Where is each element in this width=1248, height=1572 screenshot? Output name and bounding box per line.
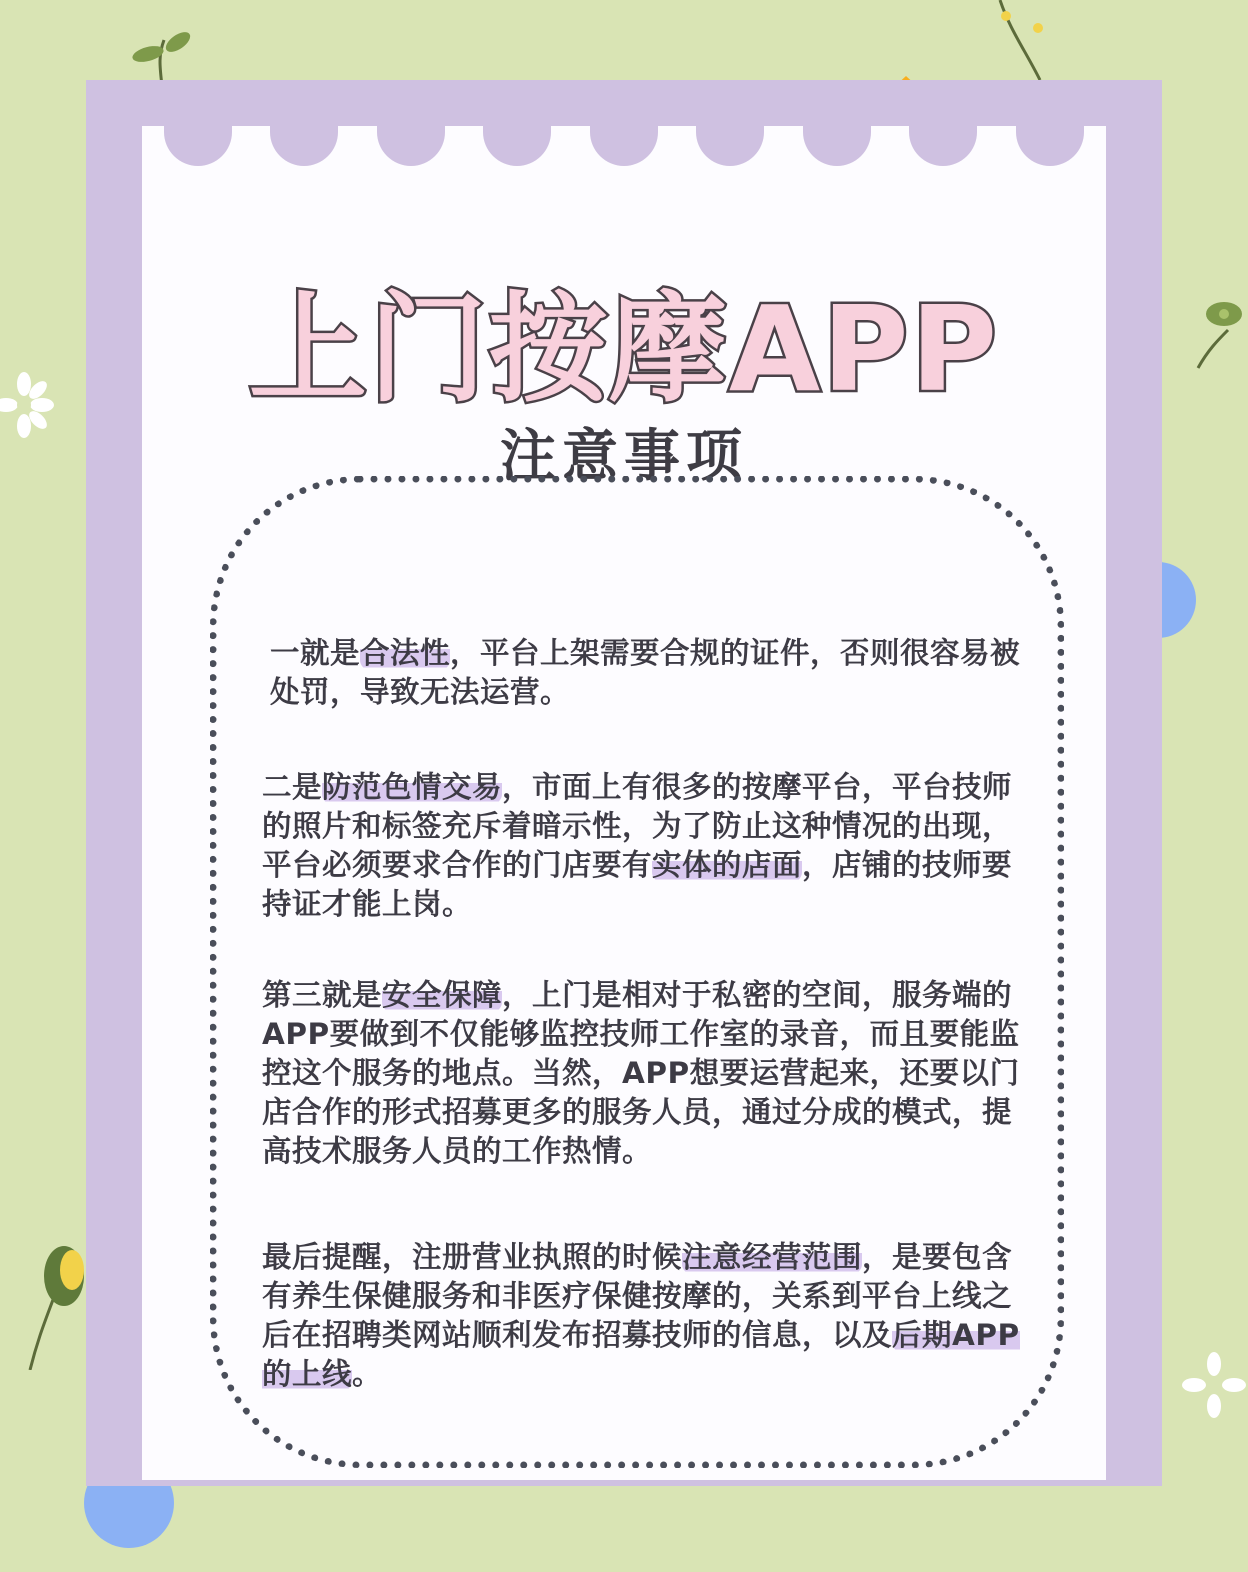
sprout-icon — [120, 28, 200, 88]
paragraph-reminder: 最后提醒，注册营业执照的时候注意经营范围，是要包含有养生保健服务和非医疗保健按摩的，关系到平台上线之后在招聘类网站顺利发布招募技师的信息，以及后期APP的上线。 — [262, 1240, 1020, 1391]
flower-bud-icon — [20, 1240, 86, 1370]
highlight-text: 合法性 — [360, 636, 451, 670]
paragraph-legality: 一就是合法性，平台上架需要合规的证件，否则很容易被处罚，导致无法运营。 — [270, 636, 1021, 709]
page-title: 上门按摩APP — [248, 280, 1000, 418]
branch-icon — [980, 0, 1060, 80]
page-subtitle: 注意事项 — [500, 424, 748, 489]
highlight-text: 实体的店面 — [652, 848, 803, 882]
scallop-border — [142, 126, 1106, 166]
paragraph-anti-vice: 二是防范色情交易，市面上有很多的按摩平台，平台技师的照片和标签充斥着暗示性，为了防止这种情况的出现，平台必须要求合作的门店要有实体的店面，店铺的技师要持证才能上岗。 — [262, 770, 1013, 921]
highlight-text: 注意经营范围 — [682, 1240, 863, 1274]
paragraph-safety: 第三就是安全保障，上门是相对于私密的空间，服务端的APP要做到不仅能够监控技师工作室的录音，而且要能监控这个服务的地点。当然，APP想要运营起来，还要以门店合作的形式招募更多的服务人员，通过分成的模式，提高技术服务人员的工作热情。 — [262, 978, 1020, 1168]
leaf-icon — [1188, 290, 1248, 370]
highlight-text: 安全保障 — [382, 978, 503, 1012]
daisy-icon — [1180, 1350, 1248, 1420]
highlight-text: 防范色情交易 — [322, 770, 503, 804]
poster-frame — [86, 80, 1162, 1486]
highlight-text: 后期APP的上线 — [262, 1318, 1020, 1391]
daisy-icon — [0, 370, 60, 440]
poster-paper — [142, 126, 1106, 1480]
